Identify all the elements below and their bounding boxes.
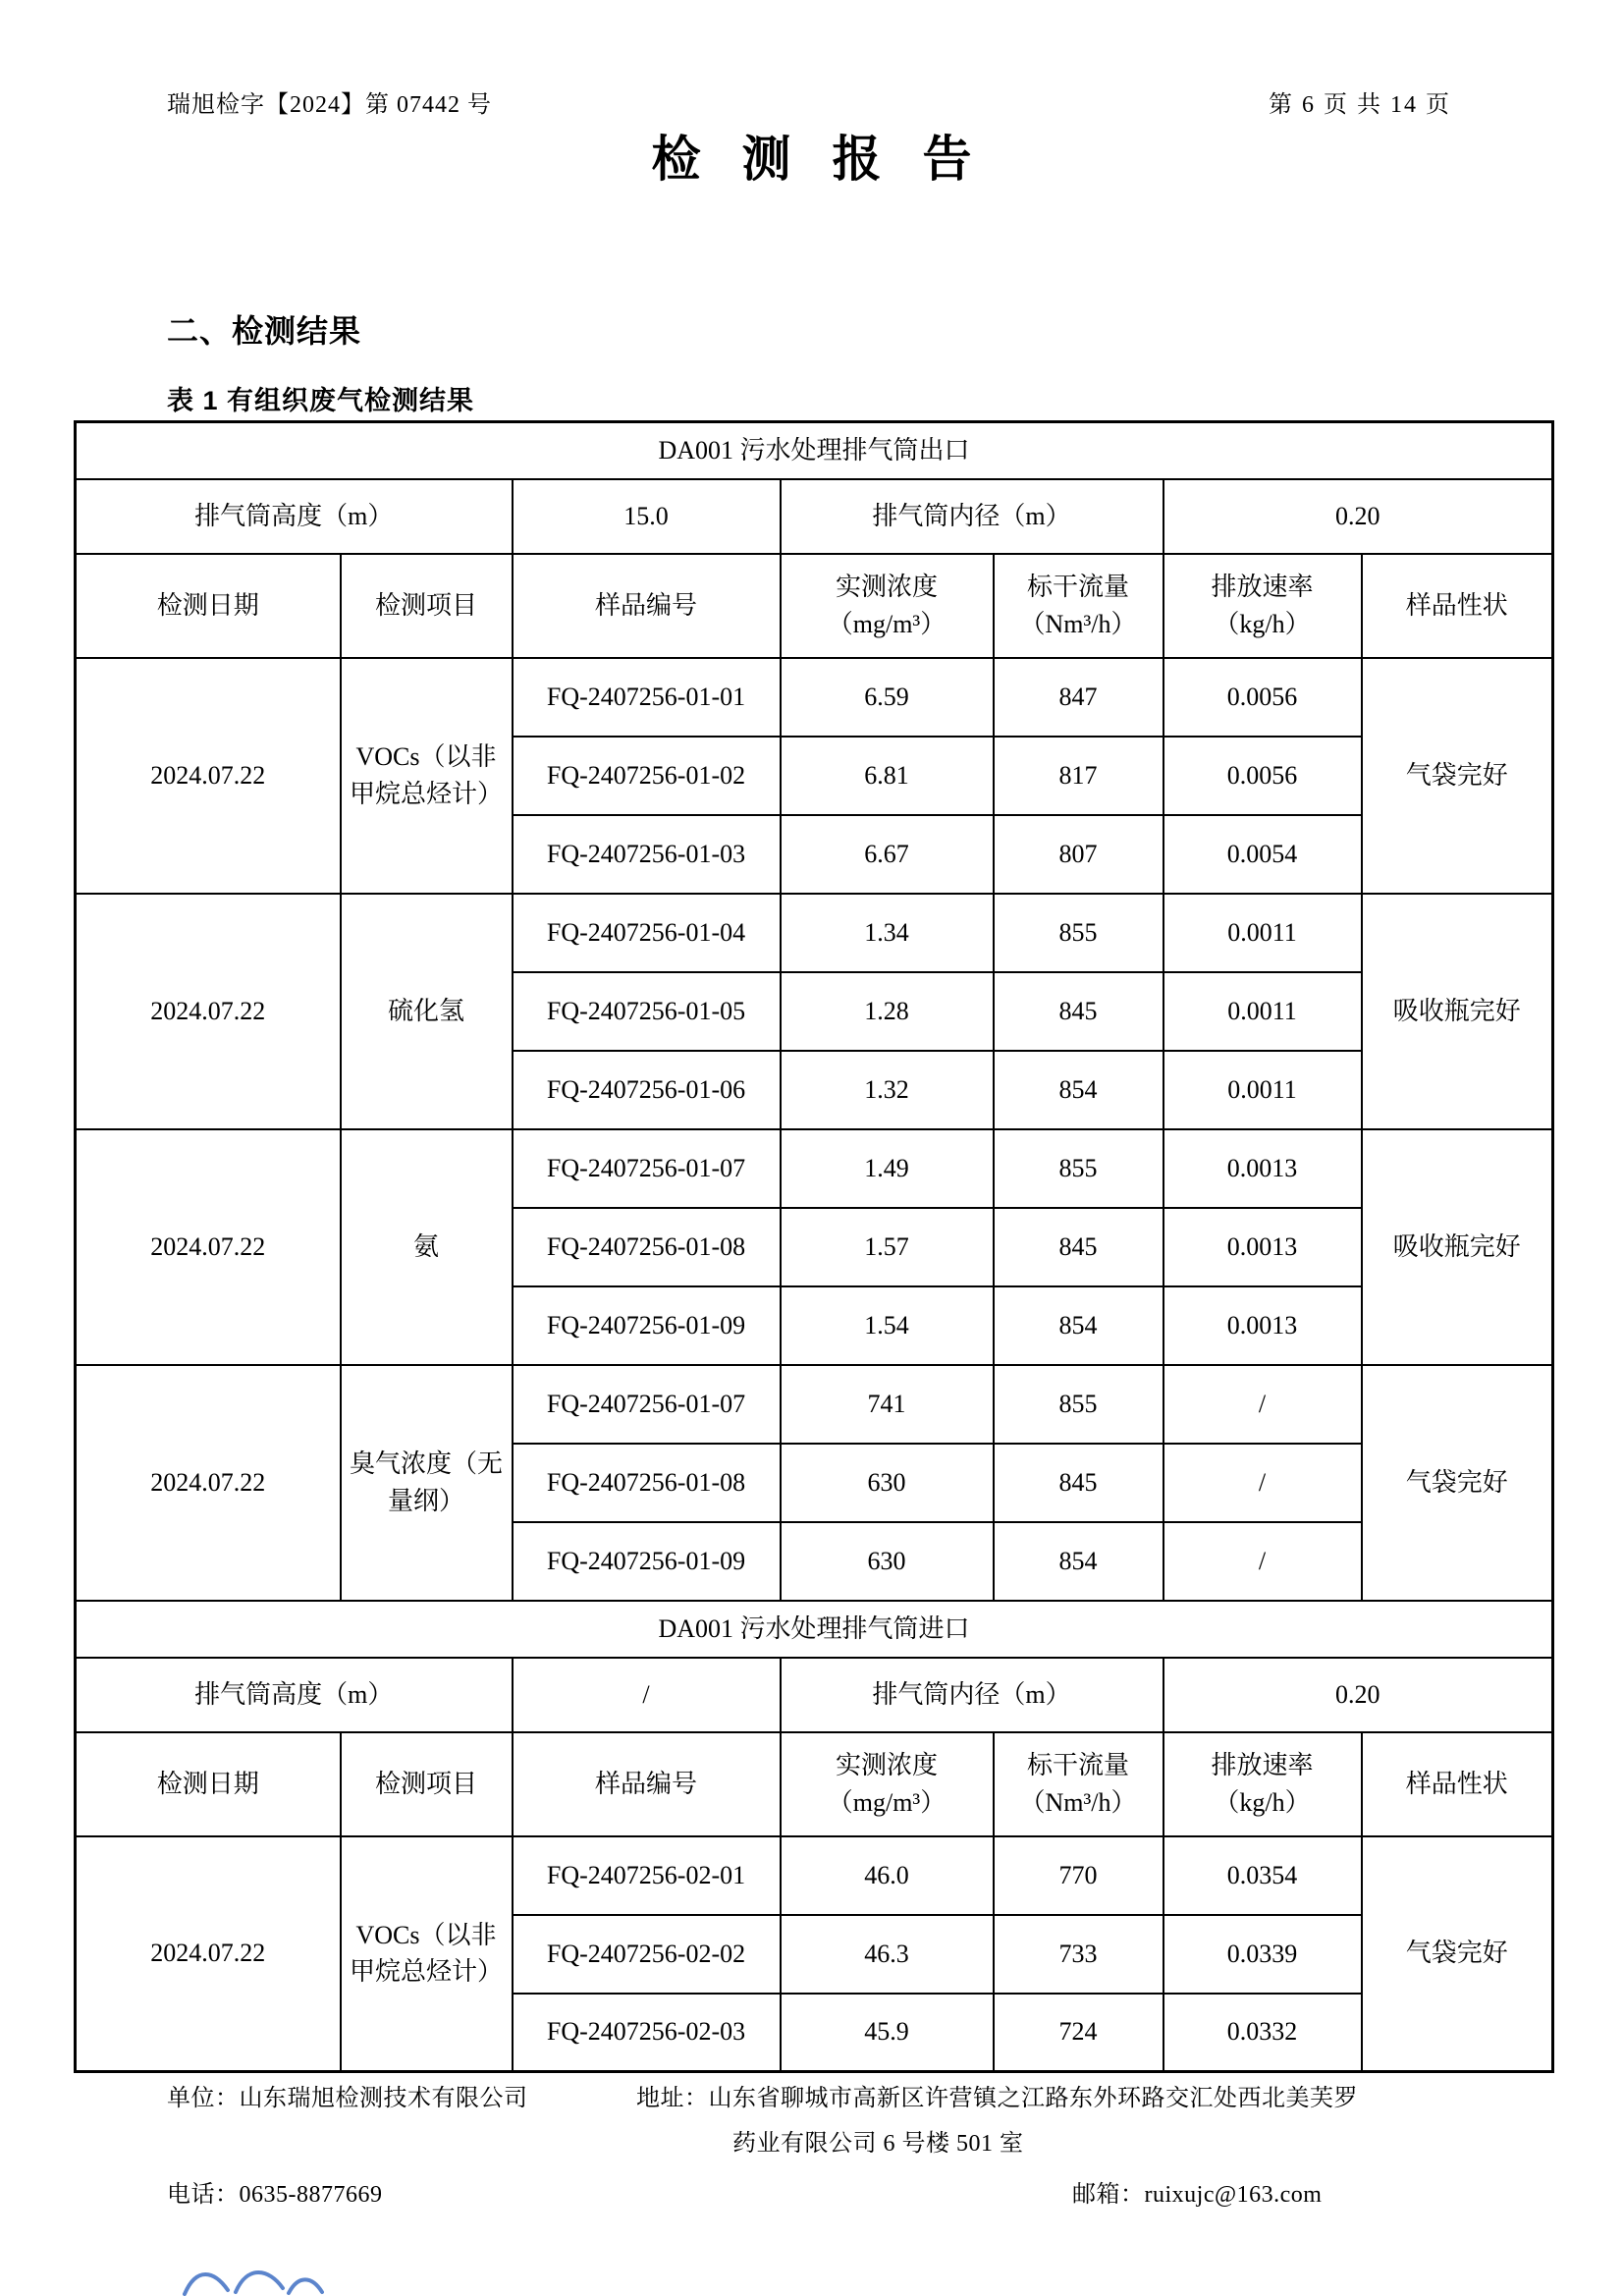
concentration-cell: 1.57: [781, 1208, 994, 1286]
col-header-rate: [1163, 1732, 1362, 1836]
col-header-concentration-line2: （mg/m³）: [827, 1787, 947, 1817]
item-cell: VOCs（以非甲烷总烃计）: [341, 658, 513, 894]
col-header-date: 检测日期: [76, 1732, 341, 1836]
section-heading: 二、检测结果: [167, 313, 362, 349]
col-header-flow-line2: （Nm³/h）: [1019, 609, 1137, 638]
sample-id-cell: FQ-2407256-01-05: [513, 972, 781, 1051]
sample-id-cell: FQ-2407256-01-07: [513, 1129, 781, 1208]
flow-cell: 845: [994, 1208, 1163, 1286]
report-number: 瑞旭检字【2024】第 07442 号: [167, 92, 492, 118]
col-header-sample-id: 样品编号: [513, 554, 781, 658]
table-row: [76, 1836, 1553, 1915]
flow-cell: 807: [994, 815, 1163, 894]
table-row: [76, 1129, 1553, 1208]
col-header-rate-line1: 排放速率: [1211, 1750, 1314, 1779]
concentration-cell: 1.28: [781, 972, 994, 1051]
concentration-cell: 45.9: [781, 1994, 994, 2072]
col-header-status: 样品性状: [1362, 554, 1553, 658]
rate-cell: 0.0013: [1163, 1208, 1362, 1286]
concentration-cell: 1.34: [781, 894, 994, 972]
item-cell: 氨: [341, 1129, 513, 1365]
flow-cell: 845: [994, 1444, 1163, 1522]
stack-height-label-cell: 排气筒高度（m）: [76, 479, 513, 554]
blue-stamp-decoration: [179, 2261, 326, 2296]
flow-cell: 817: [994, 737, 1163, 815]
sample-id-cell: FQ-2407256-01-08: [513, 1444, 781, 1522]
rate-cell: 0.0332: [1163, 1994, 1362, 2072]
concentration-cell: 630: [781, 1444, 994, 1522]
date-cell: 2024.07.22: [76, 894, 341, 1129]
concentration-cell: 46.3: [781, 1915, 994, 1994]
flow-cell: 854: [994, 1051, 1163, 1129]
rate-cell: 0.0056: [1163, 658, 1362, 737]
col-header-date: 检测日期: [76, 554, 341, 658]
col-header-item: 检测项目: [341, 554, 513, 658]
sample-id-cell: FQ-2407256-01-03: [513, 815, 781, 894]
rate-cell: 0.0011: [1163, 894, 1362, 972]
table-row: [76, 894, 1553, 972]
sample-id-cell: FQ-2407256-01-06: [513, 1051, 781, 1129]
item-cell: VOCs（以非甲烷总烃计）: [341, 1836, 513, 2072]
stack-height-value-cell: 15.0: [513, 479, 781, 554]
rate-cell: 0.0011: [1163, 972, 1362, 1051]
concentration-cell: 1.49: [781, 1129, 994, 1208]
col-header-flow: [994, 1732, 1163, 1836]
flow-cell: 724: [994, 1994, 1163, 2072]
concentration-cell: 6.81: [781, 737, 994, 815]
table-row: [76, 1365, 1553, 1444]
col-header-rate-line2: （kg/h）: [1214, 609, 1311, 638]
flow-cell: 855: [994, 894, 1163, 972]
footer-email: 邮箱：ruixujc@163.com: [1072, 2182, 1323, 2208]
col-header-status: 样品性状: [1362, 1732, 1553, 1836]
sample-id-cell: FQ-2407256-02-02: [513, 1915, 781, 1994]
stack-diameter-label-cell: 排气筒内径（m）: [781, 1658, 1163, 1732]
status-cell: 气袋完好: [1362, 1365, 1553, 1601]
rate-cell: /: [1163, 1365, 1362, 1444]
stack-height-label-cell: 排气筒高度（m）: [76, 1658, 513, 1732]
concentration-cell: 630: [781, 1522, 994, 1601]
concentration-cell: 6.59: [781, 658, 994, 737]
flow-cell: 770: [994, 1836, 1163, 1915]
flow-cell: 855: [994, 1365, 1163, 1444]
stack-diameter-label-cell: 排气筒内径（m）: [781, 479, 1163, 554]
col-header-concentration-line2: （mg/m³）: [827, 609, 947, 638]
page-indicator: 第 6 页 共 14 页: [1269, 92, 1451, 118]
date-cell: 2024.07.22: [76, 658, 341, 894]
col-header-flow-line1: 标干流量: [1026, 1750, 1129, 1779]
flow-cell: 854: [994, 1286, 1163, 1365]
col-header-concentration: [781, 1732, 994, 1836]
stack-height-value-cell: /: [513, 1658, 781, 1732]
status-cell: 吸收瓶完好: [1362, 1129, 1553, 1365]
rate-cell: 0.0056: [1163, 737, 1362, 815]
concentration-cell: 1.32: [781, 1051, 994, 1129]
col-header-concentration-line1: 实测浓度: [835, 572, 938, 601]
section1-title-cell: DA001 污水处理排气筒出口: [76, 422, 1553, 479]
footer-address-line1: 地址：山东省聊城市高新区许营镇之江路东外环路交汇处西北美芙罗: [636, 2086, 1358, 2111]
date-cell: 2024.07.22: [76, 1836, 341, 2072]
sample-id-cell: FQ-2407256-01-04: [513, 894, 781, 972]
col-header-sample-id: 样品编号: [513, 1732, 781, 1836]
col-header-item: 检测项目: [341, 1732, 513, 1836]
date-cell: 2024.07.22: [76, 1129, 341, 1365]
col-header-rate-line2: （kg/h）: [1214, 1787, 1311, 1817]
table-row: [76, 658, 1553, 737]
stack-diameter-value-cell: 0.20: [1163, 479, 1553, 554]
table-caption: 表 1 有组织废气检测结果: [167, 386, 475, 415]
sample-id-cell: FQ-2407256-01-01: [513, 658, 781, 737]
flow-cell: 854: [994, 1522, 1163, 1601]
stack-diameter-value-cell: 0.20: [1163, 1658, 1553, 1732]
concentration-cell: 741: [781, 1365, 994, 1444]
status-cell: 气袋完好: [1362, 1836, 1553, 2072]
col-header-rate: [1163, 554, 1362, 658]
flow-cell: 855: [994, 1129, 1163, 1208]
concentration-cell: 6.67: [781, 815, 994, 894]
sample-id-cell: FQ-2407256-02-01: [513, 1836, 781, 1915]
rate-cell: /: [1163, 1444, 1362, 1522]
rate-cell: 0.0013: [1163, 1129, 1362, 1208]
rate-cell: 0.0011: [1163, 1051, 1362, 1129]
rate-cell: /: [1163, 1522, 1362, 1601]
footer-address-line2: 药业有限公司 6 号楼 501 室: [732, 2131, 1024, 2157]
results-table: [74, 420, 1554, 2073]
col-header-flow: [994, 554, 1163, 658]
status-cell: 气袋完好: [1362, 658, 1553, 894]
flow-cell: 845: [994, 972, 1163, 1051]
rate-cell: 0.0339: [1163, 1915, 1362, 1994]
sample-id-cell: FQ-2407256-01-09: [513, 1286, 781, 1365]
sample-id-cell: FQ-2407256-01-09: [513, 1522, 781, 1601]
doc-title: 检测报告: [651, 132, 1013, 187]
rate-cell: 0.0354: [1163, 1836, 1362, 1915]
sample-id-cell: FQ-2407256-01-07: [513, 1365, 781, 1444]
sample-id-cell: FQ-2407256-02-03: [513, 1994, 781, 2072]
sample-id-cell: FQ-2407256-01-08: [513, 1208, 781, 1286]
col-header-flow-line1: 标干流量: [1026, 572, 1129, 601]
rate-cell: 0.0054: [1163, 815, 1362, 894]
sample-id-cell: FQ-2407256-01-02: [513, 737, 781, 815]
date-cell: 2024.07.22: [76, 1365, 341, 1601]
col-header-concentration-line1: 实测浓度: [835, 1750, 938, 1779]
item-cell: 硫化氢: [341, 894, 513, 1129]
flow-cell: 733: [994, 1915, 1163, 1994]
status-cell: 吸收瓶完好: [1362, 894, 1553, 1129]
col-header-flow-line2: （Nm³/h）: [1019, 1787, 1137, 1817]
rate-cell: 0.0013: [1163, 1286, 1362, 1365]
footer-phone: 电话：0635-8877669: [167, 2182, 383, 2208]
concentration-cell: 1.54: [781, 1286, 994, 1365]
col-header-rate-line1: 排放速率: [1211, 572, 1314, 601]
flow-cell: 847: [994, 658, 1163, 737]
concentration-cell: 46.0: [781, 1836, 994, 1915]
section2-title-cell: DA001 污水处理排气筒进口: [76, 1601, 1553, 1658]
footer-company: 单位：山东瑞旭检测技术有限公司: [167, 2086, 528, 2111]
item-cell: 臭气浓度（无量纲）: [341, 1365, 513, 1601]
col-header-concentration: [781, 554, 994, 658]
